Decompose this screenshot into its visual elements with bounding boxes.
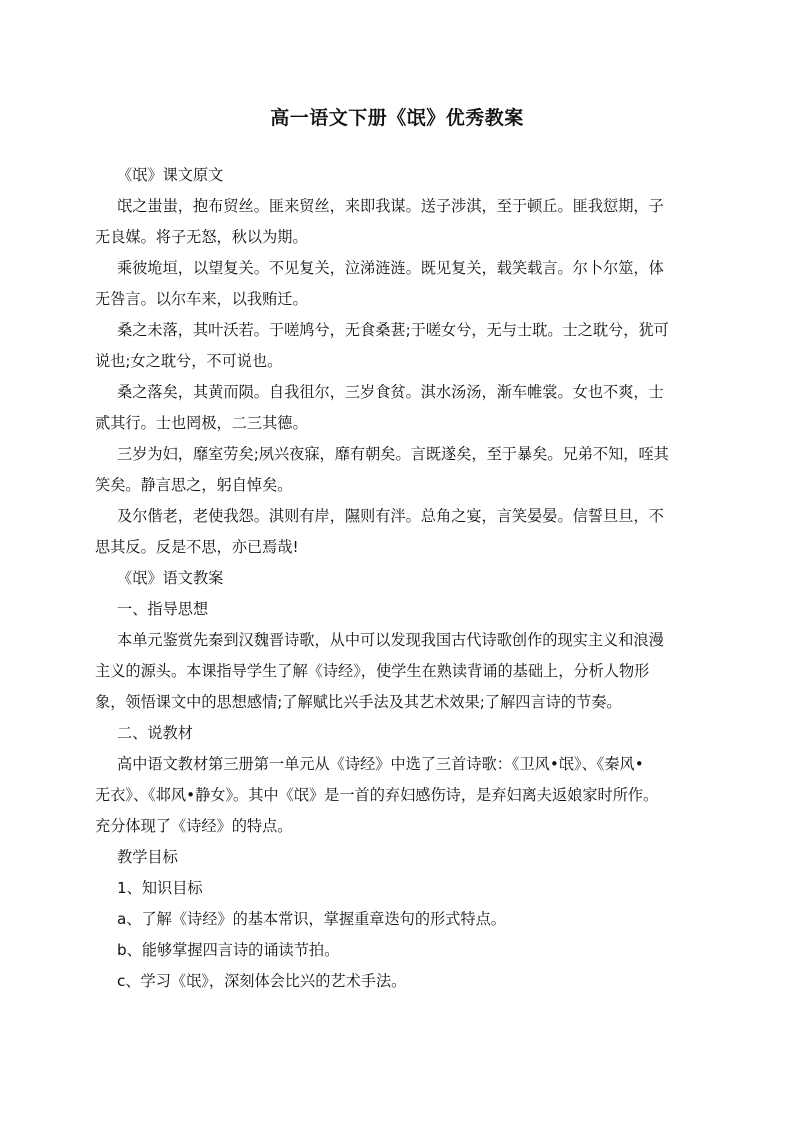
paragraph-line: 象，领悟课文中的思想感情;了解赋比兴手法及其艺术效果;了解四言诗的节奏。 (95, 693, 622, 711)
subsection-heading: 教学目标 (117, 848, 178, 866)
document-body (95, 160, 705, 997)
section-heading: 《氓》语文教案 (117, 569, 224, 587)
poem-line: 思其反。反是不思，亦已焉哉! (95, 538, 299, 556)
list-item: a、了解《诗经》的基本常识，掌握重章迭句的形式特点。 (117, 910, 506, 928)
poem-line: 无良媒。将子无怒，秋以为期。 (95, 228, 308, 246)
poem-line: 桑之落矣，其黄而陨。自我徂尔，三岁食贫。淇水汤汤，渐车帷裳。女也不爽，士 (117, 383, 664, 401)
poem-line: 笑矣。静言思之，躬自悼矣。 (95, 476, 293, 494)
section-heading: 《氓》课文原文 (117, 166, 224, 184)
paragraph-line: 充分体现了《诗经》的特点。 (95, 817, 293, 835)
subsection-heading: 一、指导思想 (117, 600, 209, 618)
poem-line: 无咎言。以尔车来，以我贿迁。 (95, 290, 308, 308)
list-heading: 1、知识目标 (117, 879, 203, 897)
poem-line: 乘彼垝垣，以望复关。不见复关，泣涕涟涟。既见复关，载笑载言。尔卜尔筮，体 (117, 259, 664, 277)
poem-line: 及尔偕老，老使我怨。淇则有岸，隰则有泮。总角之宴，言笑晏晏。信誓旦旦，不 (117, 507, 664, 525)
subsection-heading: 二、说教材 (117, 724, 193, 742)
document-title: 高一语文下册《氓》优秀教案 (270, 107, 524, 129)
poem-line: 桑之未落，其叶沃若。于嗟鸠兮，无食桑葚;于嗟女兮，无与士耽。士之耽兮，犹可 (117, 321, 669, 339)
list-item: c、学习《氓》，深刻体会比兴的艺术手法。 (117, 972, 407, 990)
poem-line: 氓之蚩蚩，抱布贸丝。匪来贸丝，来即我谋。送子涉淇，至于顿丘。匪我愆期，子 (117, 197, 664, 215)
paragraph-line: 主义的源头。本课指导学生了解《诗经》，使学生在熟读背诵的基础上，分析人物形 (95, 662, 650, 680)
poem-line: 贰其行。士也罔极，二三其德。 (95, 414, 308, 432)
paragraph-line: 无衣》、《邶风•静女》。其中《氓》是一首的弃妇感伤诗，是弃妇离夫返娘家时所作。 (95, 786, 659, 804)
poem-line: 说也;女之耽兮，不可说也。 (95, 352, 283, 370)
list-item: b、能够掌握四言诗的诵读节拍。 (117, 941, 340, 959)
paragraph-line: 本单元鉴赏先秦到汉魏晋诗歌，从中可以发现我国古代诗歌创作的现实主义和浪漫 (117, 631, 664, 649)
poem-line: 三岁为妇，靡室劳矣;夙兴夜寐，靡有朝矣。言既遂矣，至于暴矣。兄弟不知，咥其 (117, 445, 669, 463)
paragraph-line: 高中语文教材第三册第一单元从《诗经》中选了三首诗歌：《卫风•氓》、《秦风• (117, 755, 644, 773)
